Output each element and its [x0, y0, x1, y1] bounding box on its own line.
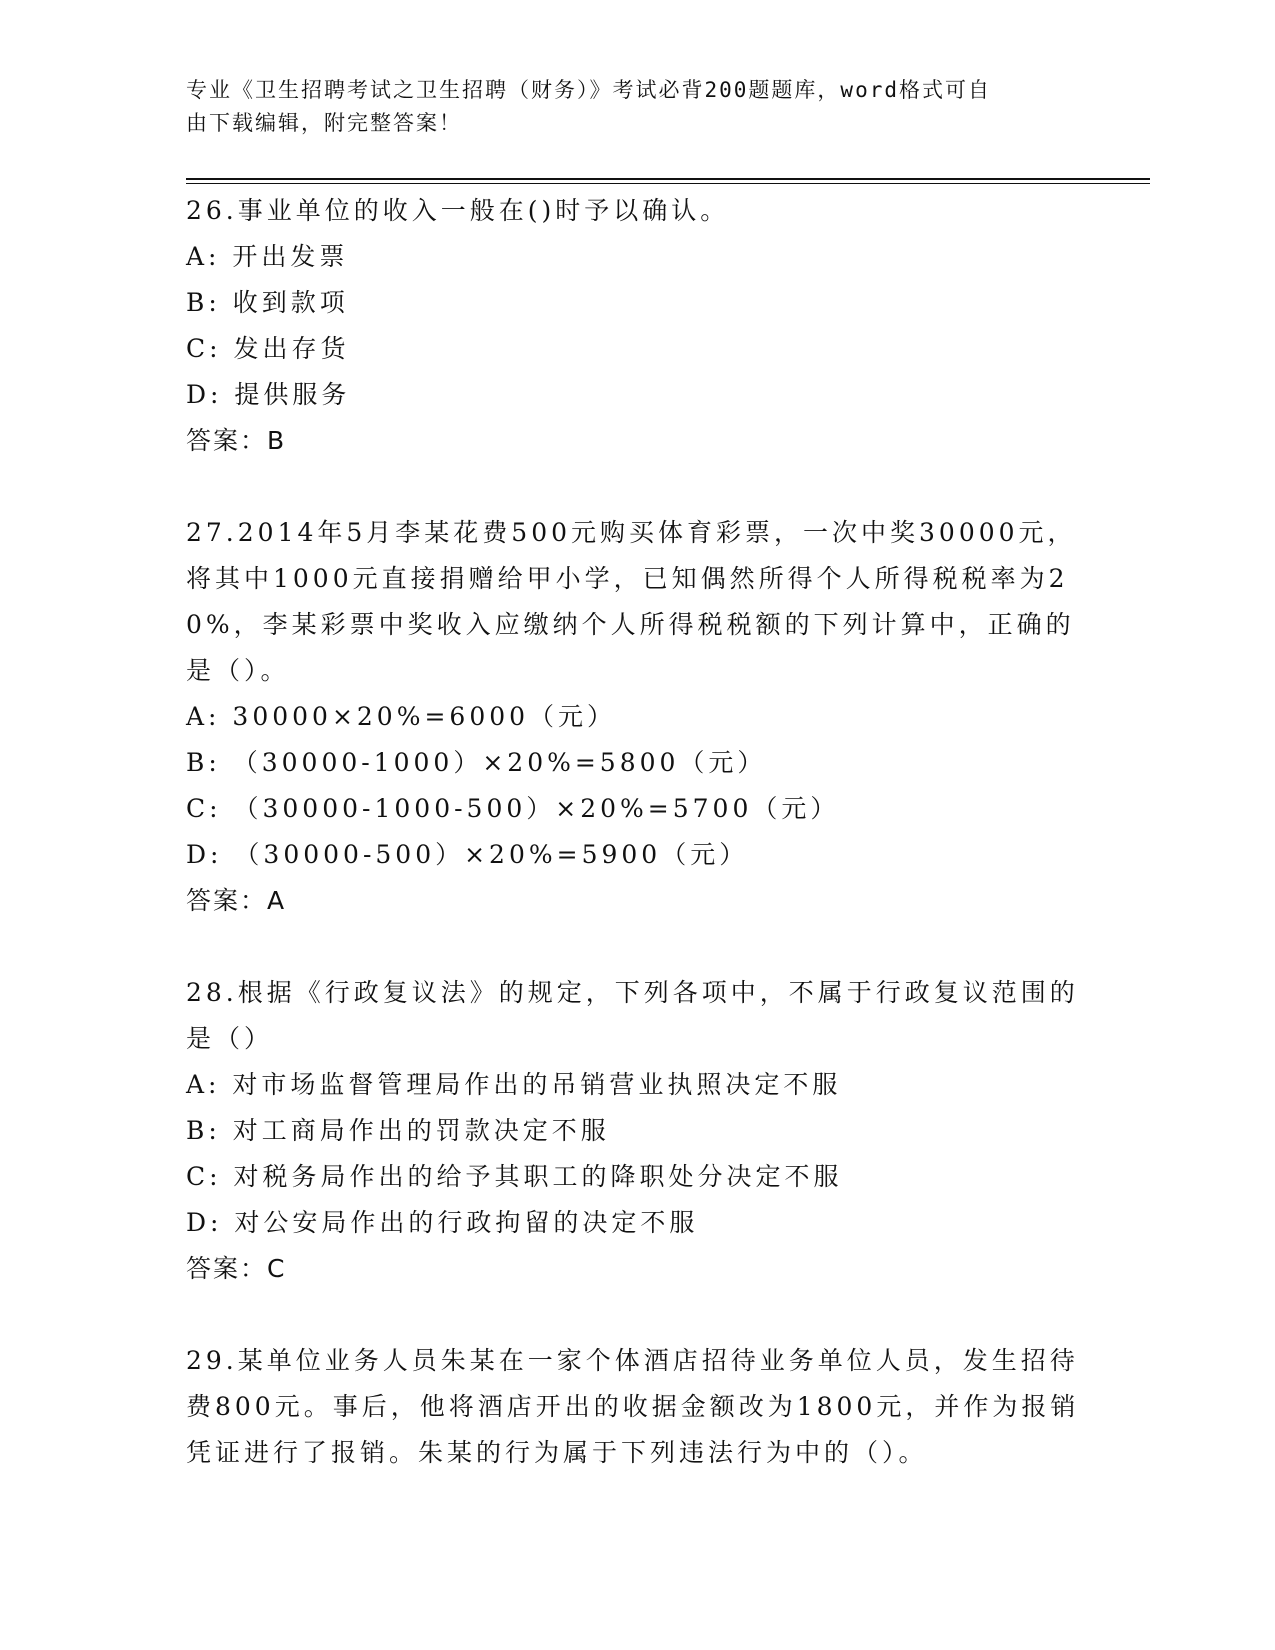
answer-label: 答案：A	[186, 886, 287, 915]
option-c: C: 发出存货	[186, 334, 350, 363]
question-27	[186, 510, 1086, 924]
option-b: B: 对工商局作出的罚款决定不服	[186, 1116, 610, 1145]
header-line-2: 由下载编辑，附完整答案！	[186, 111, 462, 135]
option-d: D: 对公安局作出的行政拘留的决定不服	[186, 1208, 699, 1237]
question-spacer	[186, 924, 1086, 970]
question-26	[186, 188, 1086, 464]
question-text: 26.事业单位的收入一般在()时予以确认。	[186, 196, 730, 225]
header-divider-thin	[186, 183, 1150, 184]
option-c: C: 对税务局作出的给予其职工的降职处分决定不服	[186, 1162, 843, 1191]
option-a: A: 对市场监督管理局作出的吊销营业执照决定不服	[186, 1070, 842, 1099]
question-29	[186, 1338, 1086, 1476]
option-a: A: 30000×20%=6000（元）	[186, 702, 617, 731]
question-28	[186, 970, 1086, 1292]
option-d: D: （30000-500）×20%=5900（元）	[186, 840, 749, 869]
option-b: B: 收到款项	[186, 288, 349, 317]
option-b: B: （30000-1000）×20%=5800（元）	[186, 748, 767, 777]
answer-label: 答案：B	[186, 426, 287, 455]
question-text: 29.某单位业务人员朱某在一家个体酒店招待业务单位人员，发生招待费800元。事后，他将酒店开出的收据金额改为1800元，并作为报销凭证进行了报销。朱某的行为属于下列违法行为中的（）。	[186, 1346, 1080, 1467]
option-c: C: （30000-1000-500）×20%=5700（元）	[186, 794, 840, 823]
answer-label: 答案：C	[186, 1254, 287, 1283]
option-a: A: 开出发票	[186, 242, 349, 271]
option-d: D: 提供服务	[186, 380, 351, 409]
document-header	[186, 74, 1066, 140]
question-spacer	[186, 464, 1086, 510]
question-text: 27.2014年5月李某花费500元购买体育彩票，一次中奖30000元，将其中1000元直接捐赠给甲小学，已知偶然所得个人所得税税率为20%，李某彩票中奖收入应缴纳个人所得税税额的下列计算中，正确的是（）。	[186, 518, 1077, 685]
header-line-1: 专业《卫生招聘考试之卫生招聘（财务）》考试必背200题题库，word格式可自	[186, 78, 991, 102]
question-text: 28.根据《行政复议法》的规定，下列各项中，不属于行政复议范围的是（）	[186, 978, 1079, 1053]
header-divider-thick	[186, 178, 1150, 180]
question-list	[186, 188, 1086, 1476]
question-spacer	[186, 1292, 1086, 1338]
